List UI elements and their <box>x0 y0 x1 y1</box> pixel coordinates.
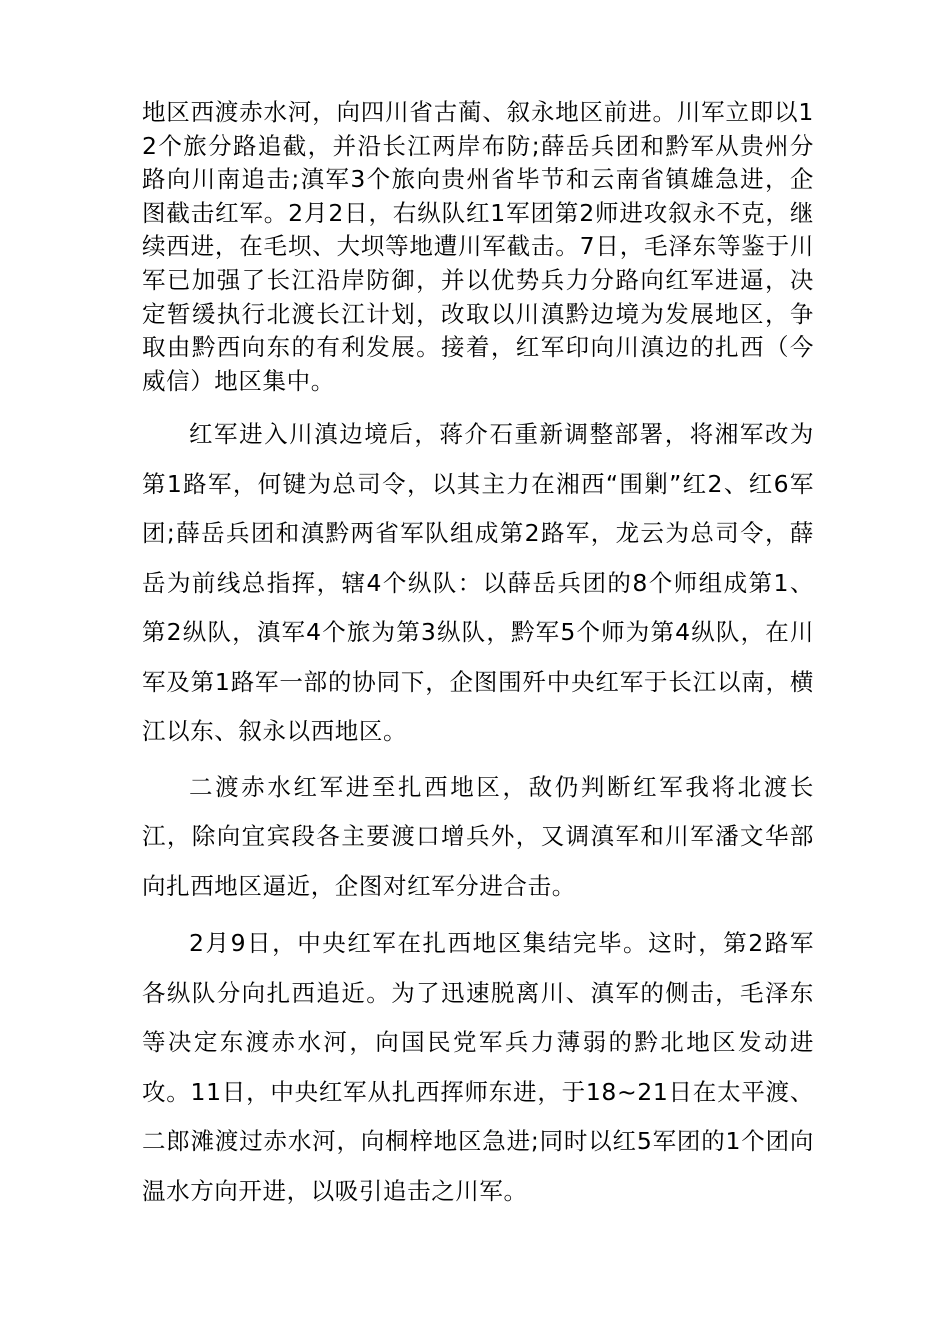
paragraph-3: 二渡赤水红军进至扎西地区，敌仍判断红军我将北渡长江，除向宜宾段各主要渡口增兵外，又调滇军和川军潘文华部向扎西地区逼近，企图对红军分进合击。 <box>142 772 814 900</box>
paragraph-4: 2月9日，中央红军在扎西地区集结完毕。这时，第2路军各纵队分向扎西追近。为了迅速脱离川、滇军的侧击，毛泽东等决定东渡赤水河，向国民党军兵力薄弱的黔北地区发动进攻。11日，中央红军从扎西挥师东进，于18~21日在太平渡、二郎滩渡过赤水河，向桐梓地区急进;同时以红5军团的1个团向温水方向开进，以吸引追击之川军。 <box>142 929 814 1205</box>
paragraph-2: 红军进入川滇边境后，蒋介石重新调整部署，将湘军改为第1路军，何键为总司令，以其主力在湘西“围剿”红2、红6军团;薛岳兵团和滇黔两省军队组成第2路军，龙云为总司令，薛岳为前线总指挥，辖4个纵队：以薛岳兵团的8个师组成第1、第2纵队，滇军4个旅为第3纵队，黔军5个师为第4纵队，在川军及第1路军一部的协同下，企图围歼中央红军于长江以南，横江以东、叙永以西地区。 <box>142 420 814 746</box>
paragraph-1: 地区西渡赤水河，向四川省古蔺、叙永地区前进。川军立即以12个旅分路追截，并沿长江两岸布防;薛岳兵团和黔军从贵州分路向川南追击;滇军3个旅向贵州省毕节和云南省镇雄急进，企图截击红军。2月2日，右纵队红1军团第2师进攻叙永不克，继续西进，在毛坝、大坝等地遭川军截击。7日，毛泽东等鉴于川军已加强了长江沿岸防御，并以优势兵力分路向红军进逼，决定暂缓执行北渡长江计划，改取以川滇黔边境为发展地区，争取由黔西向东的有利发展。接着，红军印向川滇边的扎西（今威信）地区集中。 <box>142 98 814 395</box>
document-body <box>142 96 814 1216</box>
